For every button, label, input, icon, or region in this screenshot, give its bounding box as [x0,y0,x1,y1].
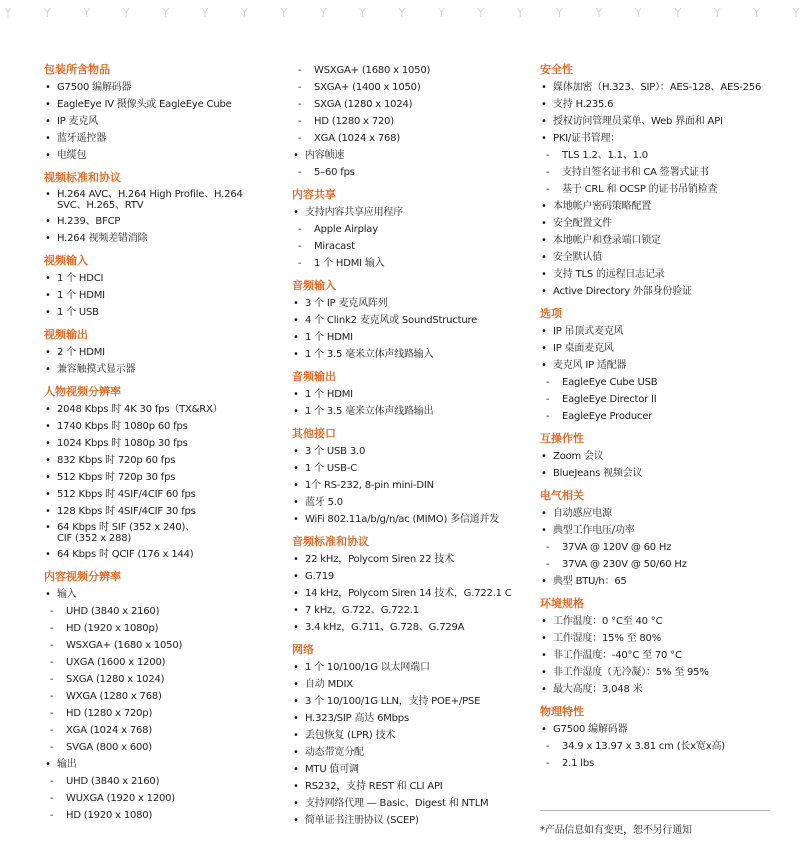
spec-list [292,295,522,363]
tick-mark [596,8,602,17]
spec-item: • IP 桌面麦克风 [540,340,780,357]
spec-sub-item: - HD (1280 x 720p) [44,705,270,722]
spec-section [292,62,522,181]
spec-section [540,62,780,300]
spec-item: • 支持网络代理 — Basic、Digest 和 NTLM [292,795,522,812]
spec-sub-item: - WSXGA+ (1680 x 1050) [292,62,522,79]
spec-item: • 512 Kbps 时 4SIF/4CIF 60 fps [44,486,270,503]
section-title: 物理特性 [540,705,584,718]
spec-sub-item: - WXGA (1280 x 768) [44,688,270,705]
spec-item: • 兼容触摸式显示器 [44,361,270,378]
spec-sub-item: - SVGA (800 x 600) [44,739,270,756]
spec-list [292,204,522,272]
spec-item: • 1 个 HDMI [292,329,522,346]
spec-sub-item: - 基于 CRL 和 OCSP 的证书吊销检查 [540,181,780,198]
spec-item: • 媒体加密（H.323、SIP）：AES-128、AES-256 [540,79,780,96]
spec-item: • 3 个 IP 麦克风阵列 [292,295,522,312]
spec-item: • 动态带宽分配 [292,744,522,761]
tick-mark [163,8,169,17]
spec-sub-item: - Miracast [292,238,522,255]
spec-item: • 授权访问管理员菜单、Web 界面和 API [540,113,780,130]
spec-list [44,344,270,378]
spec-section [292,369,522,420]
section-title: 音频输出 [292,370,336,383]
spec-item: • 64 Kbps 时 QCIF (176 x 144) [44,546,270,563]
spec-item: • 1 个 HDMI [292,386,522,403]
tick-mark [754,8,760,17]
spec-item: • 1 个 3.5 毫米立体声线路输出 [292,403,522,420]
section-title: 其他接口 [292,427,336,440]
tick-mark [635,8,641,17]
spec-item: • H.323/SIP 高达 6Mbps [292,710,522,727]
tick-mark [517,8,523,17]
tick-mark [675,8,681,17]
spec-sub-item: - XGA (1024 x 768) [292,130,522,147]
spec-section [292,534,522,636]
spec-sub-item: - 34.9 x 13.97 x 3.81 cm (长x宽x高) [540,738,780,755]
spec-sub-item: - EagleEye Director II [540,391,780,408]
spec-list [540,721,780,772]
spec-item: • 1740 Kbps 时 1080p 60 fps [44,418,270,435]
spec-sub-item: - TLS 1.2、1.1、1.0 [540,147,780,164]
spec-section [540,596,780,698]
spec-list [44,586,270,824]
spec-sub-item: - 37VA @ 120V @ 60 Hz [540,539,780,556]
spec-item: • 1 个 HDCI [44,270,270,287]
spec-item: • 简单证书注册协议 (SCEP) [292,812,522,829]
section-title: 视频标准和协议 [44,171,121,184]
spec-list [292,62,522,181]
section-title: 内容共享 [292,188,336,201]
spec-item: • 输入 [44,586,270,603]
spec-item: • 工作湿度：15% 至 80% [540,630,780,647]
section-title: 包装所含物品 [44,63,110,76]
spec-sub-item: - WUXGA (1920 x 1200) [44,790,270,807]
spec-item: • H.264 视频差错消除 [44,230,270,247]
spec-sub-item: - HD (1280 x 720) [292,113,522,130]
tick-mark [84,8,90,17]
spec-section [292,278,522,363]
tick-mark [360,8,366,17]
spec-list [540,323,780,425]
spec-list [292,551,522,636]
spec-item: • 自动 MDIX [292,676,522,693]
spec-list [540,448,780,482]
spec-item: • 14 kHz，Polycom Siren 14 技术，G.722.1 C [292,585,522,602]
section-title: 人物视频分辨率 [44,385,121,398]
spec-column-2 [292,62,522,835]
spec-item: • Active Directory 外部身份验证 [540,283,780,300]
spec-sub-item: - 5–60 fps [292,164,522,181]
tick-mark [202,8,208,17]
spec-item: • 512 Kbps 时 720p 30 fps [44,469,270,486]
spec-item: • 蓝牙 5.0 [292,494,522,511]
spec-sub-item: - UHD (3840 x 2160) [44,773,270,790]
spec-item: • BlueJeans 视频会议 [540,465,780,482]
spec-item: • G.719 [292,568,522,585]
spec-item: • 安全默认值 [540,249,780,266]
spec-item: • 3 个 10/100/1G LLN，支持 POE+/PSE [292,693,522,710]
spec-section [44,384,270,563]
spec-sub-item: - SXGA (1280 x 1024) [44,671,270,688]
spec-item: • 工作温度：0 °C至 40 °C [540,613,780,630]
spec-sub-item: - XGA (1024 x 768) [44,722,270,739]
section-title: 音频标准和协议 [292,535,369,548]
spec-item: • 1 个 3.5 毫米立体声线路输入 [292,346,522,363]
spec-section [292,187,522,272]
spec-item: • 安全配置文件 [540,215,780,232]
spec-item: • 3.4 kHz，G.711、G.728、G.729A [292,619,522,636]
spec-item: • 麦克风 IP 适配器 [540,357,780,374]
spec-item: • 1 个 HDMI [44,287,270,304]
spec-item: • 支持 TLS 的远程日志记录 [540,266,780,283]
section-title: 内容视频分辨率 [44,570,121,583]
spec-item: • RS232，支持 REST 和 CLI API [292,778,522,795]
spec-list [292,659,522,829]
spec-section [44,327,270,378]
spec-item: • H.239、BFCP [44,213,270,230]
tick-mark [793,8,799,17]
tick-mark [399,8,405,17]
spec-sub-item: - SXGA (1280 x 1024) [292,96,522,113]
tick-mark [478,8,484,17]
spec-item: • Zoom 会议 [540,448,780,465]
spec-list [292,443,522,528]
spec-item: • 2048 Kbps 时 4K 30 fps（TX&RX） [44,401,270,418]
tick-mark [320,8,326,17]
spec-item: • EagleEye IV 摄像头或 EagleEye Cube [44,96,270,113]
spec-section [292,642,522,829]
spec-item: • 支持内容共享应用程序 [292,204,522,221]
spec-sub-item: - HD (1920 x 1080) [44,807,270,824]
spec-item: • 支持 H.235.6 [540,96,780,113]
spec-item: • WiFi 802.11a/b/g/n/ac (MIMO) 多信道并发 [292,511,522,528]
spec-item: • 7 kHz，G.722、G.722.1 [292,602,522,619]
spec-section [540,704,780,772]
spec-list [44,270,270,321]
spec-column-3 [540,62,780,778]
spec-item: • 本地帐户和登录端口锁定 [540,232,780,249]
spec-sub-item: - 2.1 lbs [540,755,780,772]
spec-sub-item: - EagleEye Producer [540,408,780,425]
spec-item: • 非工作湿度（无冷凝）：5% 至 95% [540,664,780,681]
spec-section [292,426,522,528]
footnote: *产品信息如有变更，恕不另行通知 [540,825,692,836]
tick-mark [557,8,563,17]
tick-mark [5,8,11,17]
spec-item: • MTU 值可调 [292,761,522,778]
tick-mark [281,8,287,17]
spec-sub-item: - 1 个 HDMI 输入 [292,255,522,272]
spec-item: • 非工作温度：-40°C 至 70 °C [540,647,780,664]
spec-item: • 输出 [44,756,270,773]
spec-item: • PKI/证书管理： [540,130,780,147]
spec-item: • H.264 AVC、H.264 High Profile、H.264 SVC、H.265、RTV [44,187,270,213]
spec-section [44,170,270,247]
section-title: 互操作性 [540,432,584,445]
spec-item: • 典型工作电压/功率 [540,522,780,539]
spec-section [44,253,270,321]
decorative-tick-row [0,6,800,20]
spec-item: • IP 麦克风 [44,113,270,130]
spec-sub-item: - WSXGA+ (1680 x 1050) [44,637,270,654]
spec-section [540,488,780,590]
spec-item: • 1个 RS-232, 8-pin mini-DIN [292,477,522,494]
footnote-divider [540,810,770,811]
spec-sub-item: - UHD (3840 x 2160) [44,603,270,620]
tick-mark [123,8,129,17]
spec-section [540,431,780,482]
spec-item: • 内容帧速 [292,147,522,164]
spec-section [540,306,780,425]
section-title: 环境规格 [540,597,584,610]
spec-section [44,569,270,824]
spec-item: • 3 个 USB 3.0 [292,443,522,460]
spec-item: • 本地帐户密码策略配置 [540,198,780,215]
spec-item: • IP 吊顶式麦克风 [540,323,780,340]
spec-item: • 22 kHz，Polycom Siren 22 技术 [292,551,522,568]
spec-item: • 64 Kbps 时 SIF (352 x 240)、 CIF (352 x 288) [44,520,270,546]
spec-list [540,79,780,300]
section-title: 音频输入 [292,279,336,292]
section-title: 安全性 [540,63,573,76]
spec-section [44,62,270,164]
spec-item: • 2 个 HDMI [44,344,270,361]
spec-list [292,386,522,420]
spec-list [44,187,270,247]
spec-list [44,79,270,164]
spec-list [540,505,780,590]
spec-sub-item: - 支持自签名证书和 CA 签署式证书 [540,164,780,181]
spec-item: • 1 个 USB [44,304,270,321]
section-title: 网络 [292,643,314,656]
spec-sub-item: - SXGA+ (1400 x 1050) [292,79,522,96]
tick-mark [438,8,444,17]
spec-item: • 自动感应电源 [540,505,780,522]
spec-item: • 4 个 Clink2 麦克风或 SoundStructure [292,312,522,329]
spec-item: • 电缆包 [44,147,270,164]
tick-mark [44,8,50,17]
tick-mark [714,8,720,17]
spec-sub-item: - UXGA (1600 x 1200) [44,654,270,671]
spec-list [44,401,270,563]
spec-sub-item: - HD (1920 x 1080p) [44,620,270,637]
spec-item: • 最大高度：3,048 米 [540,681,780,698]
spec-item: • 典型 BTU/h：65 [540,573,780,590]
spec-item: • 1 个 USB-C [292,460,522,477]
spec-sub-item: - 37VA @ 230V @ 50/60 Hz [540,556,780,573]
section-title: 视频输出 [44,328,88,341]
spec-item: • G7500 编解码器 [540,721,780,738]
spec-sub-item: - EagleEye Cube USB [540,374,780,391]
spec-item: • 丢包恢复 (LPR) 技术 [292,727,522,744]
section-title: 电气相关 [540,489,584,502]
section-title: 选项 [540,307,562,320]
spec-item: • 蓝牙遥控器 [44,130,270,147]
spec-list [540,613,780,698]
spec-item: • 1024 Kbps 时 1080p 30 fps [44,435,270,452]
spec-item: • 1 个 10/100/1G 以太网端口 [292,659,522,676]
section-title: 视频输入 [44,254,88,267]
spec-sub-item: - Apple Airplay [292,221,522,238]
spec-item: • G7500 编解码器 [44,79,270,96]
spec-column-1 [44,62,270,830]
tick-mark [241,8,247,17]
spec-item: • 832 Kbps 时 720p 60 fps [44,452,270,469]
spec-item: • 128 Kbps 时 4SIF/4CIF 30 fps [44,503,270,520]
